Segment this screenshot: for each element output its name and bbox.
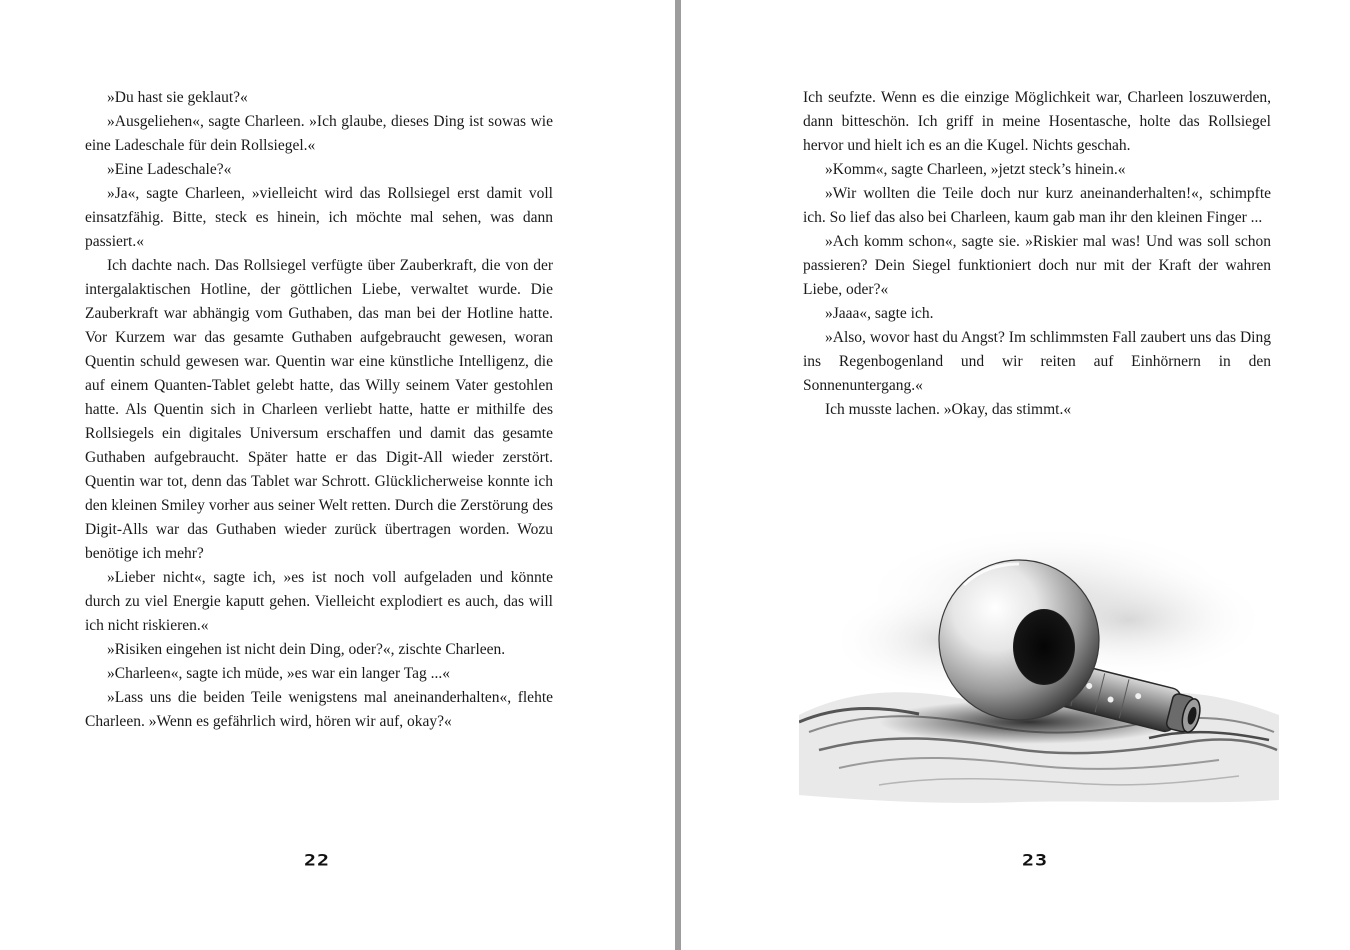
paragraph: »Ja«, sagte Charleen, »vielleicht wird das Rollsiegel erst damit voll einsatzfähig. Bitte, steck es hinein, ich möchte mal sehen, was dann passiert.«	[85, 185, 553, 250]
illustration-drawing	[799, 500, 1279, 810]
paragraph: »Ach komm schon«, sagte sie. »Riskier mal was! Und was soll schon passieren? Dein Siegel funktioniert doch nur mit der Kraft der wahren Liebe, oder?«	[803, 233, 1271, 298]
paragraph: »Wir wollten die Teile doch nur kurz aneinanderhalten!«, schimpfte ich. So lief das also bei Charleen, kaum gab man ihr den kleinen Finger ...	[803, 185, 1271, 226]
paragraph: »Jaaa«, sagte ich.	[825, 305, 934, 322]
paragraph: »Ausgeliehen«, sagte Charleen. »Ich glaube, dieses Ding ist sowas wie eine Ladeschale für dein Rollsiegel.«	[85, 113, 553, 154]
paragraph: »Eine Ladeschale?«	[107, 161, 232, 178]
paragraph: »Lieber nicht«, sagte ich, »es ist noch voll aufgeladen und könnte durch zu viel Energie kaputt gehen. Vielleicht explodiert es auch, das will ich nicht riskieren.«	[85, 569, 553, 634]
paragraph: »Also, wovor hast du Angst? Im schlimmsten Fall zaubert uns das Ding ins Regenbogenland und wir reiten auf Einhörnern in den Sonnenuntergang.«	[803, 329, 1271, 394]
page-number: 23	[1022, 850, 1049, 870]
paragraph: »Du hast sie geklaut?«	[107, 89, 248, 106]
paragraph: »Lass uns die beiden Teile wenigstens mal aneinanderhalten«, flehte Charleen. »Wenn es gefährlich wird, hören wir auf, okay?«	[85, 689, 553, 730]
page-number: 22	[304, 850, 331, 870]
right-page	[681, 0, 1350, 950]
left-page-text	[85, 86, 553, 734]
paragraph: Ich seufzte. Wenn es die einzige Möglichkeit war, Charleen loszuwerden, dann bitteschön. Ich griff in meine Hosentasche, holte das Rollsiegel hervor und hielt ich es an die Kugel. Nichts geschah.	[803, 89, 1271, 154]
paragraph: Ich musste lachen. »Okay, das stimmt.«	[825, 401, 1072, 418]
paragraph: Ich dachte nach. Das Rollsiegel verfügte über Zauberkraft, die von der intergalaktischen Hotline, der göttlichen Liebe, verwaltet wurde. Die Zauberkraft war abhängig vom Guthaben, das man bei der Hotline hatte. Vor Kurzem war das gesamte Guthaben aufgebraucht gewesen, woran Quentin schuld gewesen war. Quentin war eine künstliche Intelligenz, die auf einem Quanten-Tablet gelebt hatte, das Willy seinem Vater gestohlen hatte. Als Quentin sich in Charleen verliebt hatte, hatte er mithilfe des Rollsiegels ein digitales Universum erschaffen und damit das gesamte Guthaben aufgebraucht. Später hatte er das Digit-All wieder zerstört. Quentin war tot, denn das Tablet war Schrott. Glücklicherweise konnte ich den kleinen Smiley vorher aus seiner Welt retten. Durch die Zerstörung des Digit-Alls war das Guthaben wieder zurück übertragen worden. Wozu benötige ich mehr?	[85, 257, 553, 562]
paragraph: »Charleen«, sagte ich müde, »es war ein langer Tag ...«	[107, 665, 450, 682]
paragraph: »Komm«, sagte Charleen, »jetzt steck’s hinein.«	[825, 161, 1126, 178]
right-page-text	[803, 86, 1271, 422]
sphere-and-seal-illustration	[799, 500, 1279, 810]
paragraph: »Risiken eingehen ist nicht dein Ding, oder?«, zischte Charleen.	[107, 641, 506, 658]
